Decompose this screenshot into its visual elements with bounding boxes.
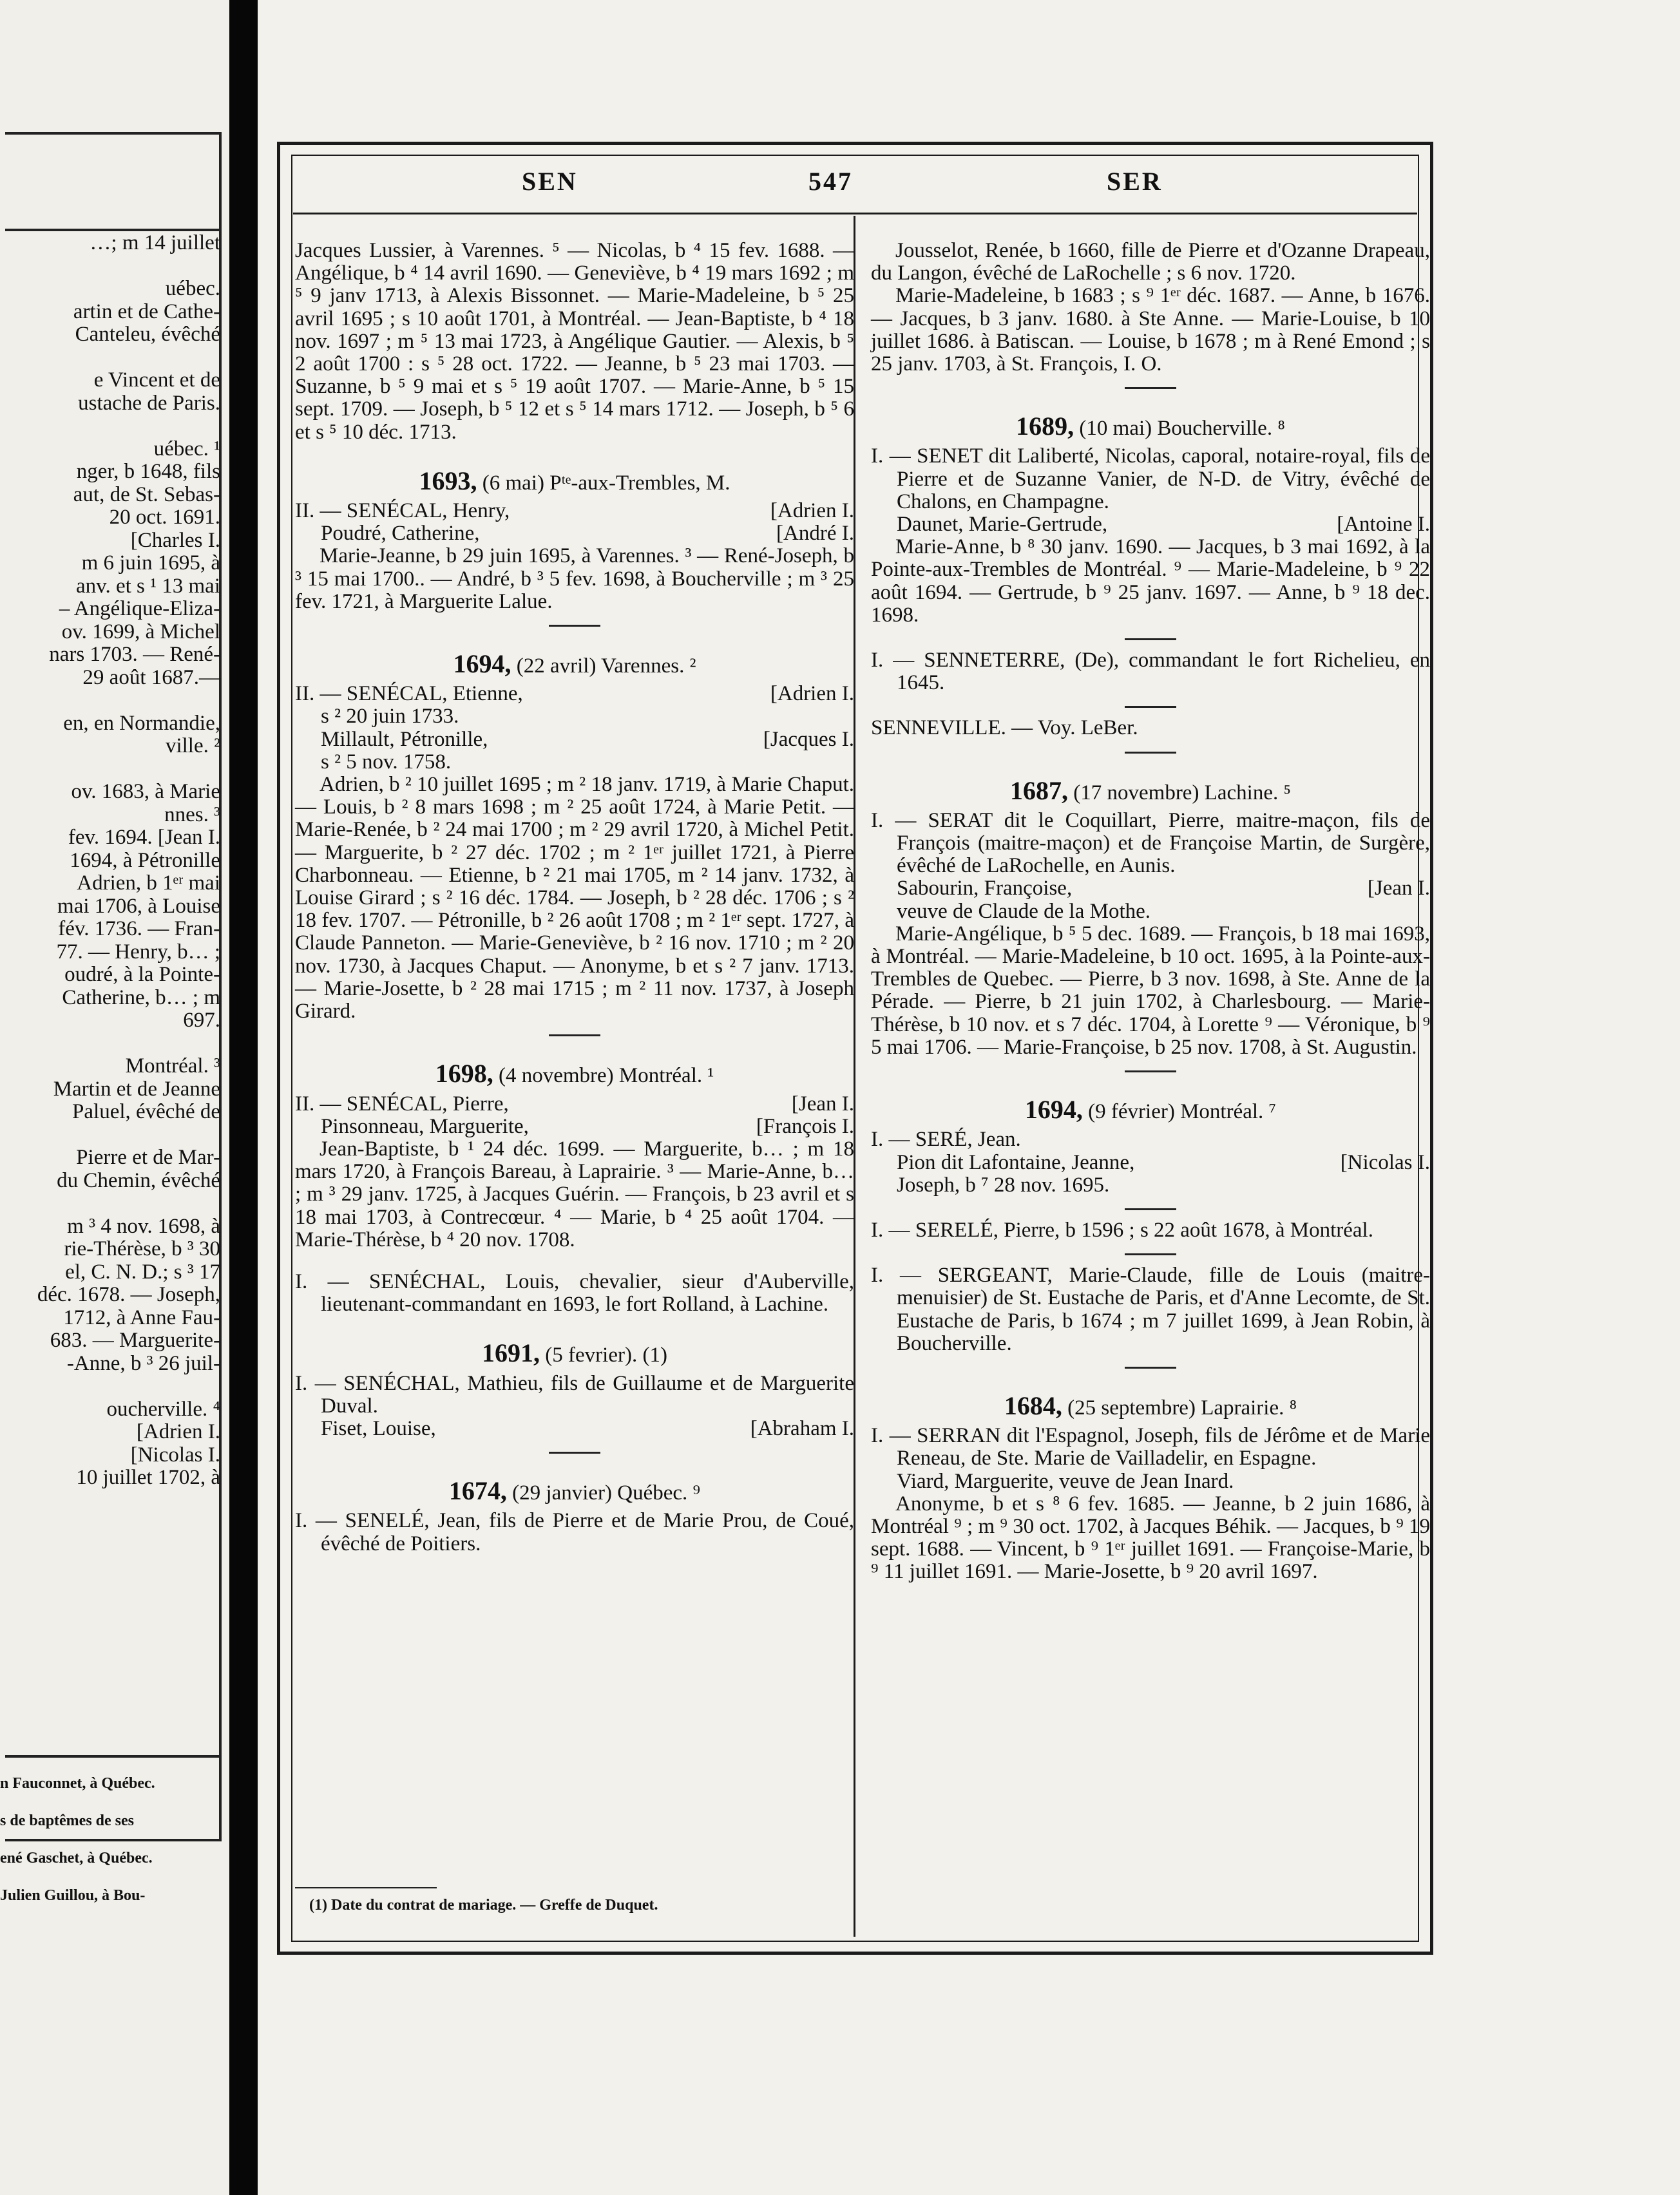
spouse-line xyxy=(295,1116,854,1138)
fragment-line: mai 1706, à Louise xyxy=(57,894,220,918)
parent-reference: [François I. xyxy=(756,1114,854,1138)
entry-text: Poudré, Catherine, xyxy=(321,522,480,546)
separator-rule xyxy=(1125,706,1176,708)
entry-text: II. — SENÉCAL, Etienne, xyxy=(295,682,523,706)
fragment-line: e Vincent et de xyxy=(93,368,220,392)
fragment-line: nger, b 1648, fils xyxy=(76,460,220,483)
fragment-line: ov. 1683, à Marie xyxy=(71,780,220,803)
spouse-line xyxy=(871,1174,1430,1197)
fragment-line: 683. — Marguerite- xyxy=(50,1329,220,1352)
separator-rule xyxy=(1125,1253,1176,1255)
entry-text: Joseph, b ⁷ 28 nov. 1695. xyxy=(897,1173,1110,1197)
fragment-line: el, C. N. D.; s ³ 17 xyxy=(65,1260,220,1284)
date-place: (29 janvier) Québec. ⁹ xyxy=(506,1481,701,1505)
parent-reference: [Adrien I. xyxy=(770,499,854,523)
genealogy-entry: I. — SENET dit Laliberté, Nicolas, caporal, notaire-royal, fils de Pierre et de Suzanne Vanier, de N-D. de Vitry, évêché de Chalons, en Champagne. xyxy=(871,444,1430,513)
fragment-line: Canteleu, évêché xyxy=(75,323,220,346)
fragment-line: artin et de Cathe- xyxy=(73,299,220,323)
genealogy-entry: I. — SERÉ, Jean. xyxy=(871,1128,1021,1152)
separator-rule xyxy=(549,1034,600,1036)
fragment-line: [Adrien I. xyxy=(136,1420,220,1443)
date-place: (4 novembre) Montréal. ¹ xyxy=(493,1064,714,1088)
fragment-line: oudré, à la Pointe- xyxy=(64,963,220,986)
genealogy-paragraph: Marie-Anne, b ⁸ 30 janv. 1690. — Jacques, b 3 mai 1692, à la Pointe-aux-Trembles de Montréal. ⁹ — Marie-Madeleine, b ⁹ 22 août 1694. — Gertrude, b ⁹ 25 janv. 1697. — Anne, b ⁹ 18 dec. 1698. xyxy=(871,535,1430,627)
entry-text: II. — SENÉCAL, Henry, xyxy=(295,499,510,523)
fragment-line: Montréal. ³ xyxy=(125,1054,220,1078)
entry-text: Pion dit Lafontaine, Jeanne, xyxy=(897,1150,1135,1174)
entry-line xyxy=(295,500,854,522)
date-place: (25 septembre) Laprairie. ⁸ xyxy=(1062,1396,1297,1420)
genealogy-paragraph: Adrien, b ² 10 juillet 1695 ; m ² 18 janv. 1719, à Marie Chaput. — Louis, b ² 8 mars 1698 ; m ² 25 août 1724, à Marie Petit. — Marie-Renée, b ² 24 mai 1700 ; m ² 29 avril 1720, à Michel Petit. — Marguerite, b ² 27 déc. 1702 ; m ² 1ᵉʳ juillet 1721, à Pierre Charbonneau. — Etienne, b ² 21 mai 1705, m ² 14 janv. 1732, à Louise Girard ; s ² 16 déc. 1784. — Joseph, b ² 28 déc. 1706 ; s ² 18 fev. 1707. — Pétronille, b ² 26 août 1708 ; m ² 1ᵉʳ sept. 1727, à Claude Panneton. — Marie-Geneviève, b ² 16 nov. 1710 ; m ² 20 nov. 1730, à Jacques Chaput. — Anonyme, b et s ² 7 janv. 1713. — Marie-Josette, b ² 28 mai 1715 ; m ² 11 nov. 1737, à Joseph Girard. xyxy=(295,773,854,1023)
date-year: 1698, xyxy=(435,1059,493,1088)
spouse-line xyxy=(871,513,1430,536)
fragment-line: fév. 1736. — Fran- xyxy=(58,917,220,940)
fragment-line: ustache de Paris. xyxy=(78,391,220,415)
date-year: 1687, xyxy=(1010,775,1069,805)
entry-text: Viard, Marguerite, veuve de Jean Inard. xyxy=(897,1469,1234,1493)
fragment-line: 1712, à Anne Fau- xyxy=(63,1306,220,1329)
header-rule xyxy=(293,213,1417,214)
fragment-line xyxy=(0,758,220,781)
separator-rule xyxy=(1125,1367,1176,1369)
separator-rule xyxy=(549,625,600,627)
separator-rule xyxy=(1125,1070,1176,1072)
parent-reference: [Jean I. xyxy=(791,1092,854,1116)
date-place: (6 mai) Pᵗᵉ-aux-Trembles, M. xyxy=(477,471,730,495)
date-place: (9 février) Montréal. ⁷ xyxy=(1082,1100,1277,1124)
separator-rule xyxy=(1125,1208,1176,1210)
fragment-footnote-line: s de baptêmes de ses xyxy=(0,1812,134,1829)
date-year: 1694, xyxy=(1024,1095,1083,1125)
spouse-line xyxy=(295,728,854,751)
footnote: (1) Date du contrat de mariage. — Greffe de Duquet. xyxy=(309,1897,658,1914)
genealogy-paragraph: Jacques Lussier, à Varennes. ⁵ — Nicolas, b ⁴ 15 fev. 1688. — Angélique, b ⁴ 14 avril 1690. — Geneviève, b ⁴ 19 mars 1692 ; m ⁵ 9 janv 1713, à Alexis Bissonnet. — Marie-Madeleine, b ⁵ 25 avril 1695 ; s 10 août 1701, à Montréal. — Jean-Baptiste, b ⁴ 18 nov. 1697 ; m ⁵ 13 mai 1723, à Angélique Gautier. — Alexis, b ⁵ 2 août 1700 : s ⁵ 28 oct. 1722. — Jeanne, b ⁵ 23 mai 1703. — Suzanne, b ⁵ 9 mai et s ⁵ 19 août 1707. — Marie-Anne, b ⁵ 15 sept. 1709. — Joseph, b ⁵ 12 et s ⁵ 14 mars 1712. — Joseph, b ⁵ 6 et s ⁵ 10 déc. 1713. xyxy=(295,239,854,444)
genealogy-paragraph: Jean-Baptiste, b ¹ 24 déc. 1699. — Marguerite, b… ; m 18 mars 1720, à François Bareau, à Laprairie. ³ — Marie-Anne, b… ; m ³ 29 janv. 1725, à Jacques Guérin. — François, b 23 avril et s 18 mai 1703, à Contrecœur. ⁴ — Marie, b ⁴ 25 août 1704. — Marie-Thérèse, b ⁴ 20 nov. 1708. xyxy=(295,1137,854,1251)
spouse-line xyxy=(871,1470,1430,1493)
genealogy-entry: I. — SERRAN dit l'Espagnol, Joseph, fils de Jérôme et de Marie Reneau, de Ste. Marie de Vailladelir, en Espagne. xyxy=(871,1424,1430,1470)
spouse-line xyxy=(295,751,854,774)
entry-text: Millault, Pétronille, xyxy=(321,727,488,751)
date-heading xyxy=(295,1476,854,1506)
date-year: 1694, xyxy=(453,649,511,679)
binding-gutter xyxy=(229,0,258,2195)
genealogy-paragraph: Jousselot, Renée, b 1660, fille de Pierre et d'Ozanne Drapeau, du Langon, évêché de LaRochelle ; s 6 nov. 1720. xyxy=(871,239,1430,285)
left-page-top-rule xyxy=(5,132,222,135)
entry-text: Daunet, Marie-Gertrude, xyxy=(897,513,1108,537)
date-heading xyxy=(871,412,1430,441)
parent-reference: [Adrien I. xyxy=(770,682,854,706)
footnote-rule xyxy=(295,1887,437,1888)
parent-reference: [Jacques I. xyxy=(763,727,854,751)
fragment-line: uébec. ¹ xyxy=(153,437,220,461)
entry-text: s ² 5 nov. 1758. xyxy=(321,750,452,774)
fragment-line: en, en Normandie, xyxy=(63,711,220,735)
fragment-line xyxy=(0,1032,220,1056)
fragment-line: Pierre et de Mar- xyxy=(76,1146,220,1169)
parent-reference: [Nicolas I. xyxy=(1340,1150,1430,1174)
entry-line xyxy=(295,1093,854,1116)
left-page-foot-rule xyxy=(5,1755,222,1758)
date-heading xyxy=(871,1095,1430,1125)
genealogy-entry: I. — SENNETERRE, (De), commandant le fort Richelieu, en 1645. xyxy=(871,649,1430,695)
entry-line xyxy=(295,683,854,705)
genealogy-paragraph: Marie-Madeleine, b 1683 ; s ⁹ 1ᵉʳ déc. 1687. — Anne, b 1676. — Jacques, b 3 janv. 1680. à Ste Anne. — Marie-Louise, b 10 juillet 1686. à Batiscan. — Louise, b 1678 ; m à René Emond ; s 25 janv. 1703, à St. François, I. O. xyxy=(871,284,1430,376)
fragment-line: m ³ 4 nov. 1698, à xyxy=(67,1214,220,1238)
fragment-line xyxy=(0,689,220,712)
genealogy-paragraph: Marie-Jeanne, b 29 juin 1695, à Varennes. ³ — René-Joseph, b ³ 15 mai 1700.. — André, b ³ 5 fev. 1698, à Boucherville ; m ³ 25 fev. 1721, à Marguerite Lalue. xyxy=(295,544,854,613)
entry-text: Sabourin, Françoise, xyxy=(897,877,1073,900)
fragment-line: m 6 juin 1695, à xyxy=(81,551,220,575)
spouse-line xyxy=(871,1152,1430,1174)
genealogy-entry: I. — SENELÉ, Jean, fils de Pierre et de Marie Prou, de Coué, évêché de Poitiers. xyxy=(295,1509,854,1555)
date-heading xyxy=(295,1338,854,1368)
fragment-line: 77. — Henry, b… ; xyxy=(56,940,220,964)
date-heading xyxy=(871,1391,1430,1420)
fragment-line: 697. xyxy=(183,1009,220,1032)
fragment-line: anv. et s ¹ 13 mai xyxy=(75,574,220,598)
fragment-footnote-line: ené Gaschet, à Québec. xyxy=(0,1850,153,1867)
entry-text: Pinsonneau, Marguerite, xyxy=(321,1114,529,1138)
date-heading xyxy=(295,466,854,495)
page xyxy=(258,0,1680,2195)
fragment-line xyxy=(0,1192,220,1215)
fragment-line: déc. 1678. — Joseph, xyxy=(37,1283,220,1306)
fragment-line: 1694, à Pétronille xyxy=(70,848,220,872)
fragment-line xyxy=(0,415,220,438)
date-heading xyxy=(295,649,854,679)
fragment-line: Martin et de Jeanne xyxy=(53,1077,220,1101)
parent-reference: [Abraham I. xyxy=(750,1416,854,1440)
date-year: 1674, xyxy=(448,1476,507,1506)
parent-reference: [André I. xyxy=(776,522,854,546)
genealogy-entry: I. — SERAT dit le Coquillart, Pierre, maitre-maçon, fils de François (maitre-maçon) et de Françoise Martin, de Surgère, évêché de LaRochelle, en Aunis. xyxy=(871,808,1430,878)
spouse-line xyxy=(871,877,1430,900)
fragment-line: fev. 1694. [Jean I. xyxy=(68,826,220,849)
date-year: 1691, xyxy=(482,1338,540,1368)
date-heading xyxy=(295,1059,854,1088)
spouse-line xyxy=(295,705,854,728)
genealogy-paragraph: SENNEVILLE. — Voy. LeBer. xyxy=(871,716,1138,740)
parent-reference: [Antoine I. xyxy=(1337,513,1430,537)
entry-text: II. — SENÉCAL, Pierre, xyxy=(295,1092,509,1116)
fragment-line: rie-Thérèse, b ³ 30 xyxy=(64,1237,220,1260)
fragment-line xyxy=(0,1375,220,1398)
parent-reference: [Jean I. xyxy=(1367,877,1430,900)
left-page-fragment xyxy=(0,0,229,2195)
fragment-line: Paluel, évêché de xyxy=(72,1100,220,1123)
genealogy-entry: I. — SERELÉ, Pierre, b 1596 ; s 22 août 1678, à Montréal. xyxy=(871,1218,1373,1242)
fragment-line: – Angélique-Eliza- xyxy=(59,597,220,620)
separator-rule xyxy=(1125,387,1176,389)
fragment-line: -Anne, b ³ 26 juil- xyxy=(66,1351,220,1375)
date-heading xyxy=(871,775,1430,805)
date-place: (17 novembre) Lachine. ⁵ xyxy=(1068,781,1291,804)
date-year: 1684, xyxy=(1004,1391,1062,1420)
fragment-footnote-line: Julien Guillou, à Bou- xyxy=(0,1887,146,1904)
separator-rule xyxy=(1125,752,1176,754)
fragment-line xyxy=(0,1124,220,1147)
date-place: (22 avril) Varennes. ² xyxy=(511,654,696,678)
spouse-line xyxy=(295,1418,854,1440)
entry-text: s ² 20 juin 1733. xyxy=(321,705,459,728)
fragment-line: Adrien, b 1ᵉʳ mai xyxy=(77,871,220,895)
left-page-footnotes xyxy=(0,1765,220,1914)
fragment-footnote-line: n Fauconnet, à Québec. xyxy=(0,1775,155,1792)
fragment-line: nars 1703. — René- xyxy=(49,643,220,666)
separator-rule xyxy=(1125,638,1176,640)
fragment-line: du Chemin, évêché xyxy=(57,1168,220,1192)
fragment-line: ov. 1699, à Michel xyxy=(61,620,220,643)
genealogy-paragraph: Anonyme, b et s ⁸ 6 fev. 1685. — Jeanne, b 2 juin 1686, à Montréal ⁹ ; m ⁹ 30 oct. 1702, à Jacques Béhik. — Jacques, b ⁹ 19 sept. 1688. — Vincent, b ⁹ 1ᵉʳ juillet 1691. — Françoise-Marie, b ⁹ 11 juillet 1691. — Marie-Josette, b ⁹ 20 avril 1697. xyxy=(871,1492,1430,1584)
spouse-line xyxy=(295,522,854,545)
fragment-line: 10 juillet 1702, à xyxy=(76,1466,220,1489)
header-left: SEN xyxy=(522,167,578,196)
fragment-line: [Charles I. xyxy=(130,528,220,552)
left-page-text xyxy=(0,232,220,1490)
date-year: 1693, xyxy=(419,466,477,495)
spacer xyxy=(295,1251,854,1271)
spouse-line xyxy=(871,900,1430,923)
genealogy-entry: I. — SENÉCHAL, Louis, chevalier, sieur d'Auberville, lieutenant-commandant en 1693, le fort Rolland, à Lachine. xyxy=(295,1269,854,1316)
fragment-line: nnes. ³ xyxy=(164,803,220,826)
fragment-line: ville. ² xyxy=(165,734,220,757)
fragment-line: aut, de St. Sebas- xyxy=(73,482,220,506)
page-number: 547 xyxy=(808,167,853,196)
fragment-line: …; m 14 juillet xyxy=(90,231,220,254)
fragment-line xyxy=(0,255,220,278)
fragment-line: 20 oct. 1691. xyxy=(109,506,220,529)
entry-text: veuve de Claude de la Mothe. xyxy=(897,899,1151,923)
date-year: 1689, xyxy=(1016,412,1074,441)
genealogy-paragraph: Marie-Angélique, b ⁵ 5 dec. 1689. — François, b 18 mai 1693, à Montréal. — Marie-Madeleine, b 10 oct. 1695, à la Pointe-aux-Trembles de Quebec. — Pierre, b 3 nov. 1698, à Ste. Anne de la Pérade. — Pierre, b 21 juin 1702, à Charlesbourg. — Marie-Thérèse, b 10 nov. et s 7 déc. 1704, à Lorette ⁹ — Véronique, b ⁹ 5 mai 1706. — Marie-Françoise, b 25 nov. 1708, à St. Augustin. xyxy=(871,922,1430,1059)
date-place: (5 fevrier). (1) xyxy=(540,1344,667,1367)
fragment-line: Catherine, b… ; m xyxy=(62,985,220,1009)
genealogy-entry: I. — SERGEANT, Marie-Claude, fille de Louis (maitre-menuisier) de St. Eustache de Paris, et d'Anne Lecomte, de St. Eustache de Paris, b 1674 ; m 7 juillet 1699, à Jean Robin, à Boucherville. xyxy=(871,1264,1430,1355)
fragment-line: [Nicolas I. xyxy=(130,1443,220,1467)
genealogy-entry: I. — SENÉCHAL, Mathieu, fils de Guillaume et de Marguerite Duval. xyxy=(295,1371,854,1418)
fragment-line: uébec. xyxy=(165,277,220,300)
fragment-line: 29 août 1687.— xyxy=(82,665,220,689)
separator-rule xyxy=(549,1452,600,1454)
left-column xyxy=(295,240,854,1555)
date-place: (10 mai) Boucherville. ⁸ xyxy=(1074,417,1285,441)
fragment-line: oucherville. ⁴ xyxy=(106,1397,220,1421)
header-right: SER xyxy=(1107,167,1163,196)
fragment-line xyxy=(0,347,220,370)
right-column xyxy=(871,240,1430,1584)
entry-text: Fiset, Louise, xyxy=(321,1416,436,1440)
